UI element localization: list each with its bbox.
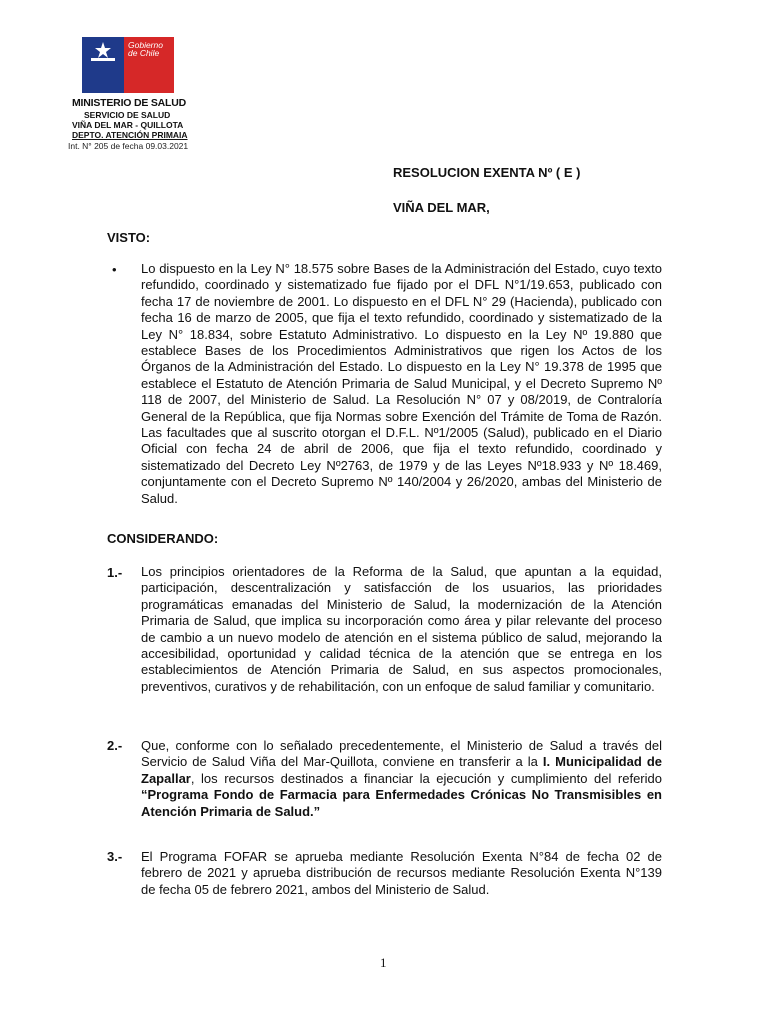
visto-paragraph: Lo dispuesto en la Ley N° 18.575 sobre Bases de la Administración del Estado, cuyo texto refundido, coordinado y sistematizado fue fijado por el DFL N°1/19.653, publicado con fecha 17 de noviembre de 2001. Lo dispuesto en el DFL N° 29 (Hacienda), publicado con fecha 16 de marzo de 2005, que fija el texto refundido, coordinado y sistematizado de la Ley N° 18.834, sobre Estatuto Administrativo. Lo dispuesto en la Ley Nº 19.880 que establece Bases de los Procedimientos Administrativos que rigen los Actos de los Órganos de la Administración del Estado. Lo dispuesto en la Ley N° 19.378 de 1995 que establece el Estatuto de Atención Primaria de Salud Municipal, y el Decreto Supremo Nº 118 de 2007, del Ministerio de Salud. La Resolución N° 07 y 08/2019, de Contraloría General de la República, que fija Normas sobre Exención del Trámite de Toma de Razón. Las facultades que al suscrito otorgan el D.F.L. Nº1/2005 (Salud), publicado en el Diario Oficial con fecha 24 de abril de 2006, que fija el texto refundido, coordinado y sistematizado del Decreto Ley Nº2763, de 1979 y de las Leyes Nº18.933 y Nº 18.469, conjuntamente con el Decreto Supremo Nº 140/2004 y 26/2020, ambas del Ministerio de Salud. (141, 261, 662, 506)
considerando-paragraph-3: El Programa FOFAR se aprueba mediante Resolución Exenta N°84 de fecha 02 de febrero de 2021 y aprueba distribución de recursos mediante Resolución Exenta N°139 de fecha 05 de febrero 2021, ambos del Ministerio de Salud. (141, 849, 662, 897)
coat-of-arms-icon (88, 41, 118, 63)
service-region: VIÑA DEL MAR - QUILLOTA (72, 120, 184, 130)
municipality-name: I. Municipalidad de Zapallar (141, 754, 662, 786)
program-name: “Programa Fondo de Farmacia para Enfermedades Crónicas No Transmisibles en Atención Primaria de Salud.” (141, 787, 662, 819)
resolution-title: RESOLUCION EXENTA Nº ( E ) (393, 165, 581, 180)
ministry-name: MINISTERIO DE SALUD (72, 97, 187, 109)
logo-line1: Gobierno (128, 40, 163, 50)
location-line: VIÑA DEL MAR, (393, 200, 490, 215)
bullet-icon: • (112, 262, 117, 277)
internal-reference: Int. N° 205 de fecha 09.03.2021 (68, 141, 189, 151)
paragraph-text: , los recursos destinados a financiar la ejecución y cumplimiento del referido (190, 770, 662, 786)
logo-blue-block (82, 37, 124, 93)
considerando-paragraph-2 (141, 738, 662, 820)
item-number: 3.- (107, 849, 123, 864)
page-number: 1 (380, 955, 387, 970)
gobierno-de-chile-logo (82, 37, 174, 93)
paragraph-text: Que, conforme con lo señalado precedentemente, el Ministerio de Salud a través del Servicio de Salud Viña del Mar-Quillota, conviene en transferir a la (141, 738, 662, 770)
considerando-heading: CONSIDERANDO: (107, 531, 219, 546)
visto-heading: VISTO: (107, 230, 151, 245)
service-name: SERVICIO DE SALUD (84, 110, 171, 120)
logo-red-block (124, 37, 174, 93)
item-number: 2.- (107, 738, 123, 753)
logo-text (128, 41, 163, 57)
department-name: DEPTO. ATENCIÓN PRIMAIA (72, 130, 188, 140)
logo-line2: de Chile (128, 48, 160, 58)
considerando-paragraph-1: Los principios orientadores de la Reforma de la Salud, que apuntan a la equidad, participación, descentralización y satisfacción de los usuarios, las prioridades programáticas emanadas del Ministerio de Salud, la modernización de la Atención Primaria de Salud, que implica su incorporación como área y pilar relevante del proceso de cambio a un nuevo modelo de atención en el sistema público de salud, mejorando la accesibilidad, oportunidad y calidad técnica de la atención que se entrega en los establecimientos de Atención Primaria de Salud, en sus aspectos promocionales, preventivos, curativos y de rehabilitación, con un enfoque de salud familiar y comunitario. (141, 564, 662, 694)
item-number: 1.- (107, 565, 123, 580)
